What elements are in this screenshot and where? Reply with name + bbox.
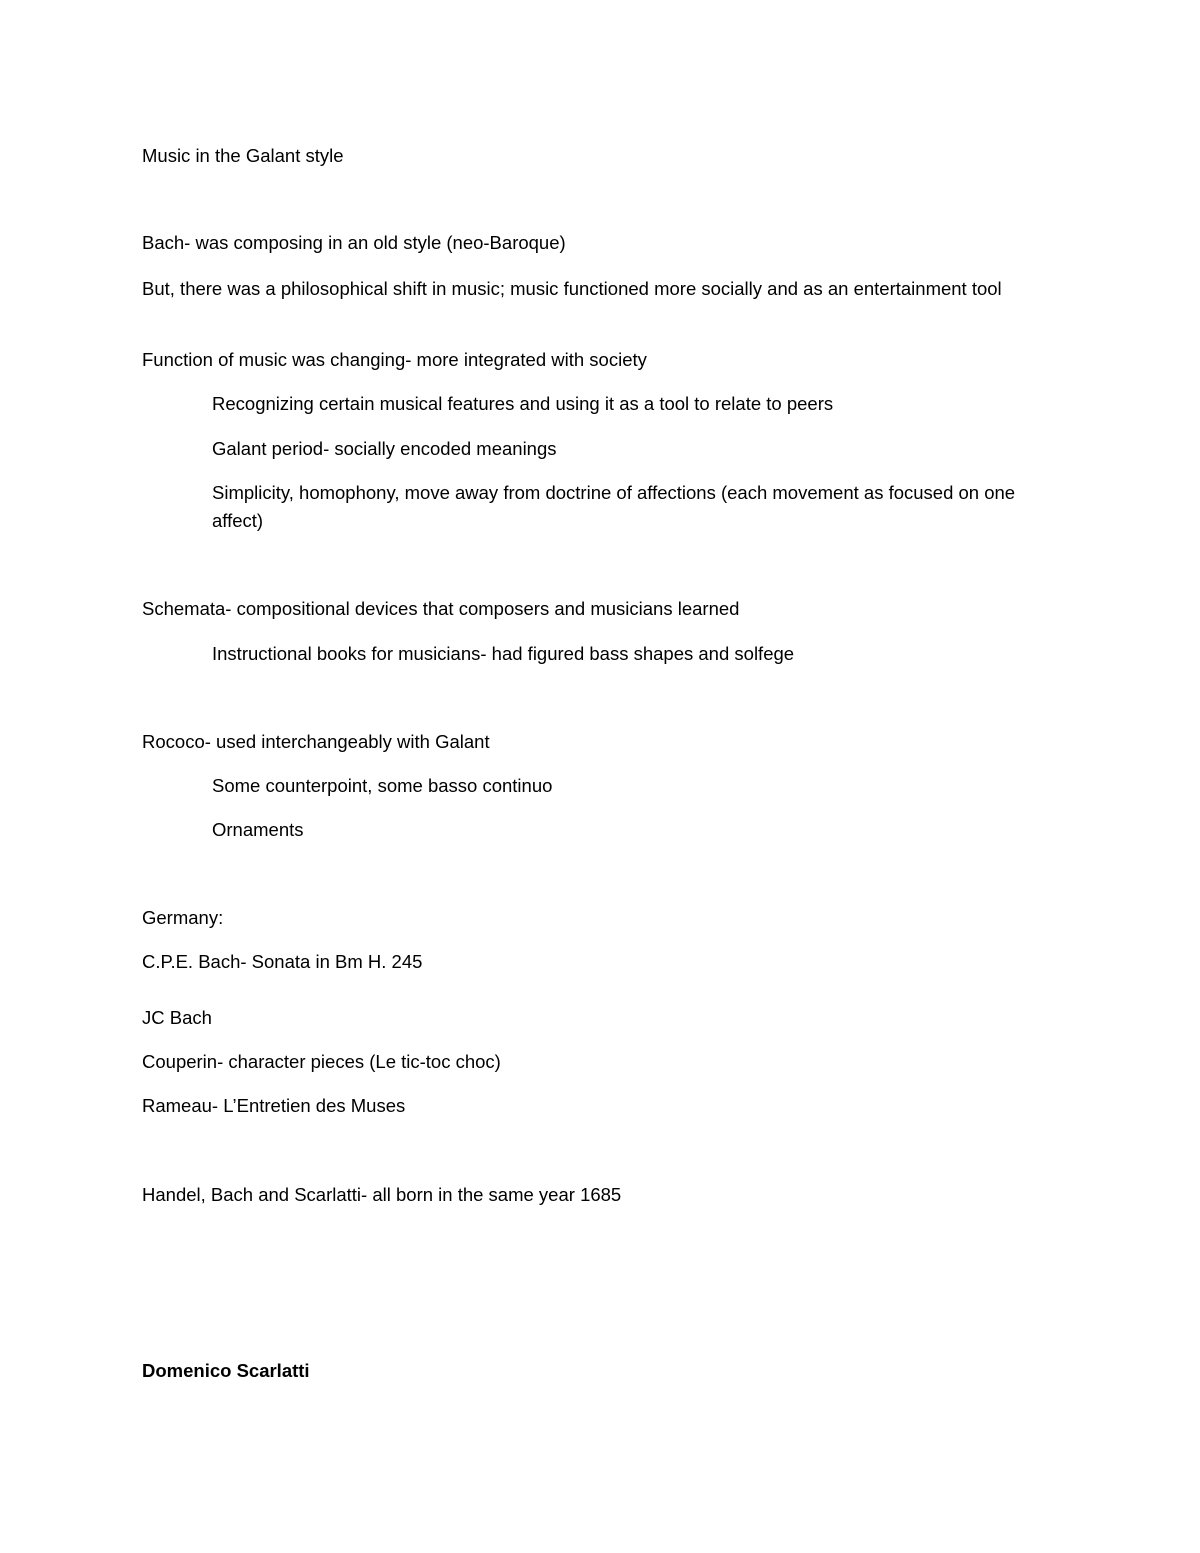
note-line: Rococo- used interchangeably with Galant xyxy=(142,731,490,752)
note-line: Germany: xyxy=(142,907,224,928)
sub-note-line: Instructional books for musicians- had figured bass shapes and solfege xyxy=(212,643,795,664)
sub-note-line: Some counterpoint, some basso continuo xyxy=(212,775,553,796)
section-heading: Domenico Scarlatti xyxy=(142,1360,310,1381)
sub-note-line: Simplicity, homophony, move away from doctrine of affections (each movement as focused on one affect) xyxy=(212,482,1016,531)
note-line: Rameau- L’Entretien des Muses xyxy=(142,1095,406,1116)
document-title: Music in the Galant style xyxy=(142,145,344,166)
sub-note-line: Ornaments xyxy=(212,819,304,840)
note-line: But, there was a philosophical shift in music; music functioned more socially and as an entertainment tool xyxy=(142,278,1002,299)
sub-note-line: Recognizing certain musical features and using it as a tool to relate to peers xyxy=(212,393,834,414)
sub-note-line: Galant period- socially encoded meanings xyxy=(212,438,557,459)
note-line: Couperin- character pieces (Le tic-toc choc) xyxy=(142,1051,501,1072)
note-line: JC Bach xyxy=(142,1007,212,1028)
note-line: Schemata- compositional devices that composers and musicians learned xyxy=(142,598,740,619)
note-line: Handel, Bach and Scarlatti- all born in the same year 1685 xyxy=(142,1184,622,1205)
note-line: C.P.E. Bach- Sonata in Bm H. 245 xyxy=(142,951,423,972)
note-line: Function of music was changing- more integrated with society xyxy=(142,349,647,370)
note-line: Bach- was composing in an old style (neo-Baroque) xyxy=(142,232,566,253)
